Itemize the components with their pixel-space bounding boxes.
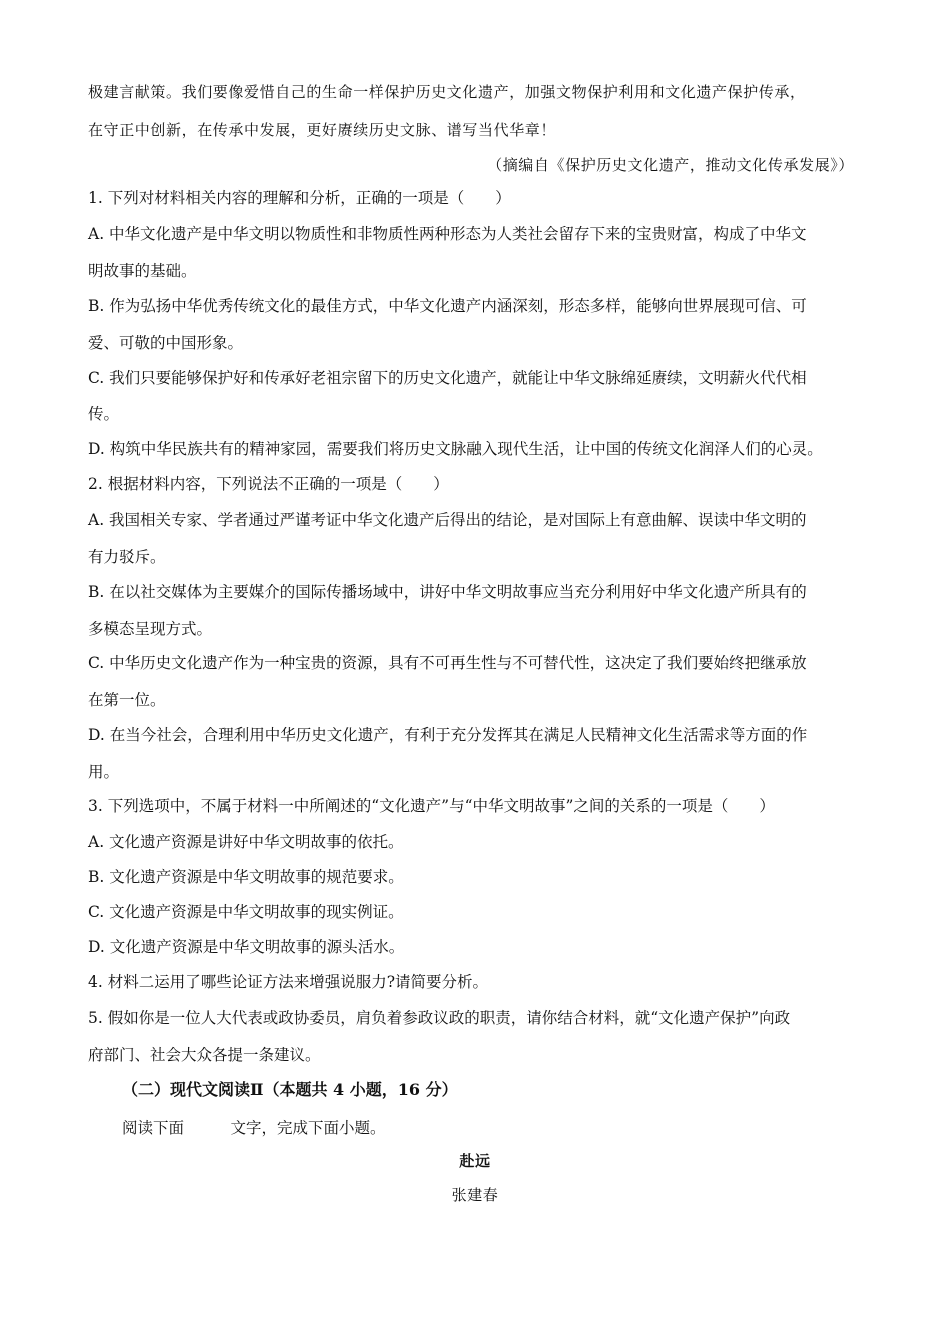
section-heading: （二）现代文阅读Ⅱ（本题共 4 小题，16 分）	[122, 1080, 458, 1099]
question-1-option-c: C. 我们只要能够保护好和传承好老祖宗留下的历史文化遗产，就能让中华文脉绵延赓续，文明薪火代代相	[88, 369, 807, 387]
question-1-option-c-cont: 传。	[88, 405, 120, 423]
question-2-option-a-cont: 有力驳斥。	[88, 548, 166, 566]
reading-instruction: 阅读下面 文字，完成下面小题。	[122, 1119, 386, 1137]
passage-title: 赴远	[459, 1152, 491, 1170]
question-1-option-d: D. 构筑中华民族共有的精神家园，需要我们将历史文脉融入现代生活，让中国的传统文化润泽人们的心灵。	[88, 440, 823, 458]
question-3-option-a: A. 文化遗产资源是讲好中华文明故事的依托。	[88, 833, 404, 851]
question-3-option-d: D. 文化遗产资源是中华文明故事的源头活水。	[88, 938, 405, 956]
question-2-option-d-cont: 用。	[88, 763, 120, 781]
question-1-option-a: A. 中华文化遗产是中华文明以物质性和非物质性两种形态为人类社会留存下来的宝贵财富，构成了中华文	[88, 225, 807, 243]
question-2-option-c-cont: 在第一位。	[88, 691, 166, 709]
question-2-option-d: D. 在当今社会，合理利用中华历史文化遗产，有利于充分发挥其在满足人民精神文化生活需求等方面的作	[88, 726, 808, 744]
question-2-option-b: B. 在以社交媒体为主要媒介的国际传播场域中，讲好中华文明故事应当充分利用好中华文化遗产所具有的	[88, 583, 807, 601]
question-3-option-b: B. 文化遗产资源是中华文明故事的规范要求。	[88, 868, 404, 886]
question-1-stem: 1. 下列对材料相关内容的理解和分析，正确的一项是（ ）	[88, 189, 511, 207]
question-1-option-b-cont: 爱、可敬的中国形象。	[88, 334, 244, 352]
question-2-stem: 2. 根据材料内容，下列说法不正确的一项是（ ）	[88, 475, 449, 493]
source-citation: （摘编自《保护历史文化遗产，推动文化传承发展》）	[487, 156, 854, 174]
question-2-option-b-cont: 多模态呈现方式。	[88, 620, 213, 638]
question-1-option-a-cont: 明故事的基础。	[88, 262, 197, 280]
question-5-stem-cont: 府部门、社会大众各提一条建议。	[88, 1046, 321, 1064]
question-2-option-a: A. 我国相关专家、学者通过严谨考证中华文化遗产后得出的结论，是对国际上有意曲解、误读中华文明的	[88, 511, 807, 529]
question-1-option-b: B. 作为弘扬中华优秀传统文化的最佳方式，中华文化遗产内涵深刻，形态多样，能够向世界展现可信、可	[88, 297, 807, 315]
passage-author: 张建春	[451, 1186, 499, 1204]
question-5-stem: 5. 假如你是一位人大代表或政协委员，肩负着参政议政的职责，请你结合材料，就“文化遗产保护”向政	[88, 1009, 791, 1027]
question-3-option-c: C. 文化遗产资源是中华文明故事的现实例证。	[88, 903, 404, 921]
question-2-option-c: C. 中华历史文化遗产作为一种宝贵的资源，具有不可再生性与不可替代性，这决定了我们要始终把继承放	[88, 654, 807, 672]
intro-line-2: 在守正中创新，在传承中发展，更好赓续历史文脉、谱写当代华章！	[88, 121, 557, 139]
intro-line-1: 极建言献策。我们要像爱惜自己的生命一样保护历史文化遗产，加强文物保护利用和文化遗产保护传承，	[88, 83, 806, 101]
question-4-stem: 4. 材料二运用了哪些论证方法来增强说服力?请简要分析。	[88, 973, 489, 991]
question-3-stem: 3. 下列选项中，不属于材料一中所阐述的“文化遗产”与“中华文明故事”之间的关系的一项是（ ）	[88, 797, 775, 815]
